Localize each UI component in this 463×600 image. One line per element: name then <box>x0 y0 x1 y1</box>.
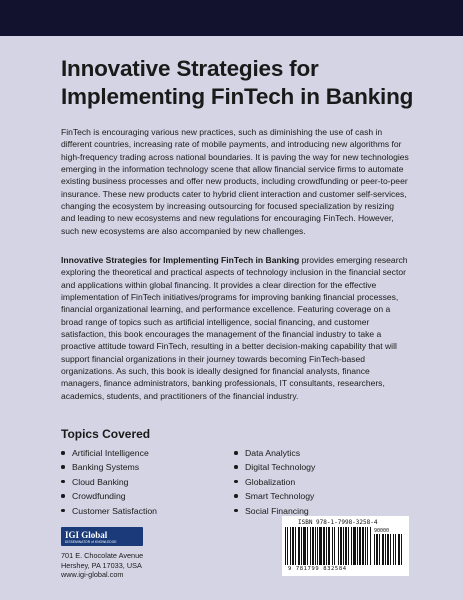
address-line: Hershey, PA 17033, USA <box>61 560 142 570</box>
topic-item: Crowdfunding <box>61 489 157 503</box>
publisher-website: www.igi-global.com <box>61 570 124 580</box>
topic-item: Artificial Intelligence <box>61 446 157 460</box>
topic-item: Customer Satisfaction <box>61 504 157 518</box>
bullet-icon <box>61 451 65 455</box>
book-title-inline: Innovative Strategies for Implementing FinTech in Banking <box>61 255 300 265</box>
bullet-icon <box>234 509 238 513</box>
logo-text: IGI Global <box>65 529 108 540</box>
bullet-icon <box>61 509 65 513</box>
barcode-bars <box>285 527 371 565</box>
topic-item: Smart Technology <box>234 489 315 503</box>
description-paragraph-2-text: provides emerging research exploring the theoretical and practical aspects of technology inclusion in the financial sector and applications within global financing. It provides a clear direction for the effective implementation of FinTech initiatives/programs for improving banking financial processes, financial organizational learning, and performance excellence. Featuring coverage on a broad range of topics such as artificial intelligence, social financing, and customer satisfaction, this book encourages the management of the financial industry to take a proactive attitude toward FinTech, resulting in a better decision-making capability that will support financial organizations in their journey towards becoming FinTech-based organizations. As such, this book is ideally designed for financial analysts, finance managers, finance administrators, banking professionals, IT consultants, researchers, academics, students, and practitioners of the financial industry. <box>61 255 408 401</box>
logo-tagline: DISSEMINATOR of KNOWLEDGE <box>65 539 117 544</box>
barcode-addon: 90000 <box>374 528 390 534</box>
bullet-icon <box>61 465 65 469</box>
topics-list-left <box>61 446 157 518</box>
address-line: 701 E. Chocolate Avenue <box>61 551 144 560</box>
isbn-text: ISBN 978-1-7998-3258-4 <box>298 519 378 526</box>
bullet-icon <box>61 494 65 498</box>
bullet-icon <box>234 494 238 498</box>
topic-item: Digital Technology <box>234 460 315 474</box>
topics-list-right <box>234 446 315 518</box>
barcode <box>282 516 409 576</box>
barcode-number: 9 781799 832584 <box>288 566 347 572</box>
topic-item: Data Analytics <box>234 446 315 460</box>
bullet-icon <box>234 465 238 469</box>
bullet-icon <box>234 451 238 455</box>
description-paragraph-2 <box>61 254 409 402</box>
title-line-2: Implementing FinTech in Banking <box>61 84 414 109</box>
publisher-logo <box>61 527 143 546</box>
top-band <box>0 0 463 36</box>
bullet-icon <box>234 480 238 484</box>
topic-item: Banking Systems <box>61 460 157 474</box>
publisher-address <box>61 551 143 580</box>
topic-item: Globalization <box>234 475 315 489</box>
bullet-icon <box>61 480 65 484</box>
book-title <box>61 55 441 111</box>
barcode-addon-bars <box>374 534 404 565</box>
title-line-1: Innovative Strategies for <box>61 56 319 81</box>
topics-heading: Topics Covered <box>61 427 151 441</box>
description-paragraph-1: FinTech is encouraging various new practices, such as diminishing the use of cash in different countries, increasing rate of mobile payments, and introducing new algorithms for high-frequency trading across national boundaries. It is paving the way for new technologies emerging in the information technology scene that allow financial service firms to automate existing business processes and offer new products, including crowdfunding or peer-to-peer insurance. These new products cater to hybrid client interaction and customer self-services, changing the ecosystem by increasing outsourcing for focused specialization by resizing and leading to new ecosystems and new regulations for encouraging FinTech. However, such new ecosystems are also accompanied by new challenges. <box>61 127 409 236</box>
topic-item: Social Financing <box>234 504 315 518</box>
topic-item: Cloud Banking <box>61 475 157 489</box>
